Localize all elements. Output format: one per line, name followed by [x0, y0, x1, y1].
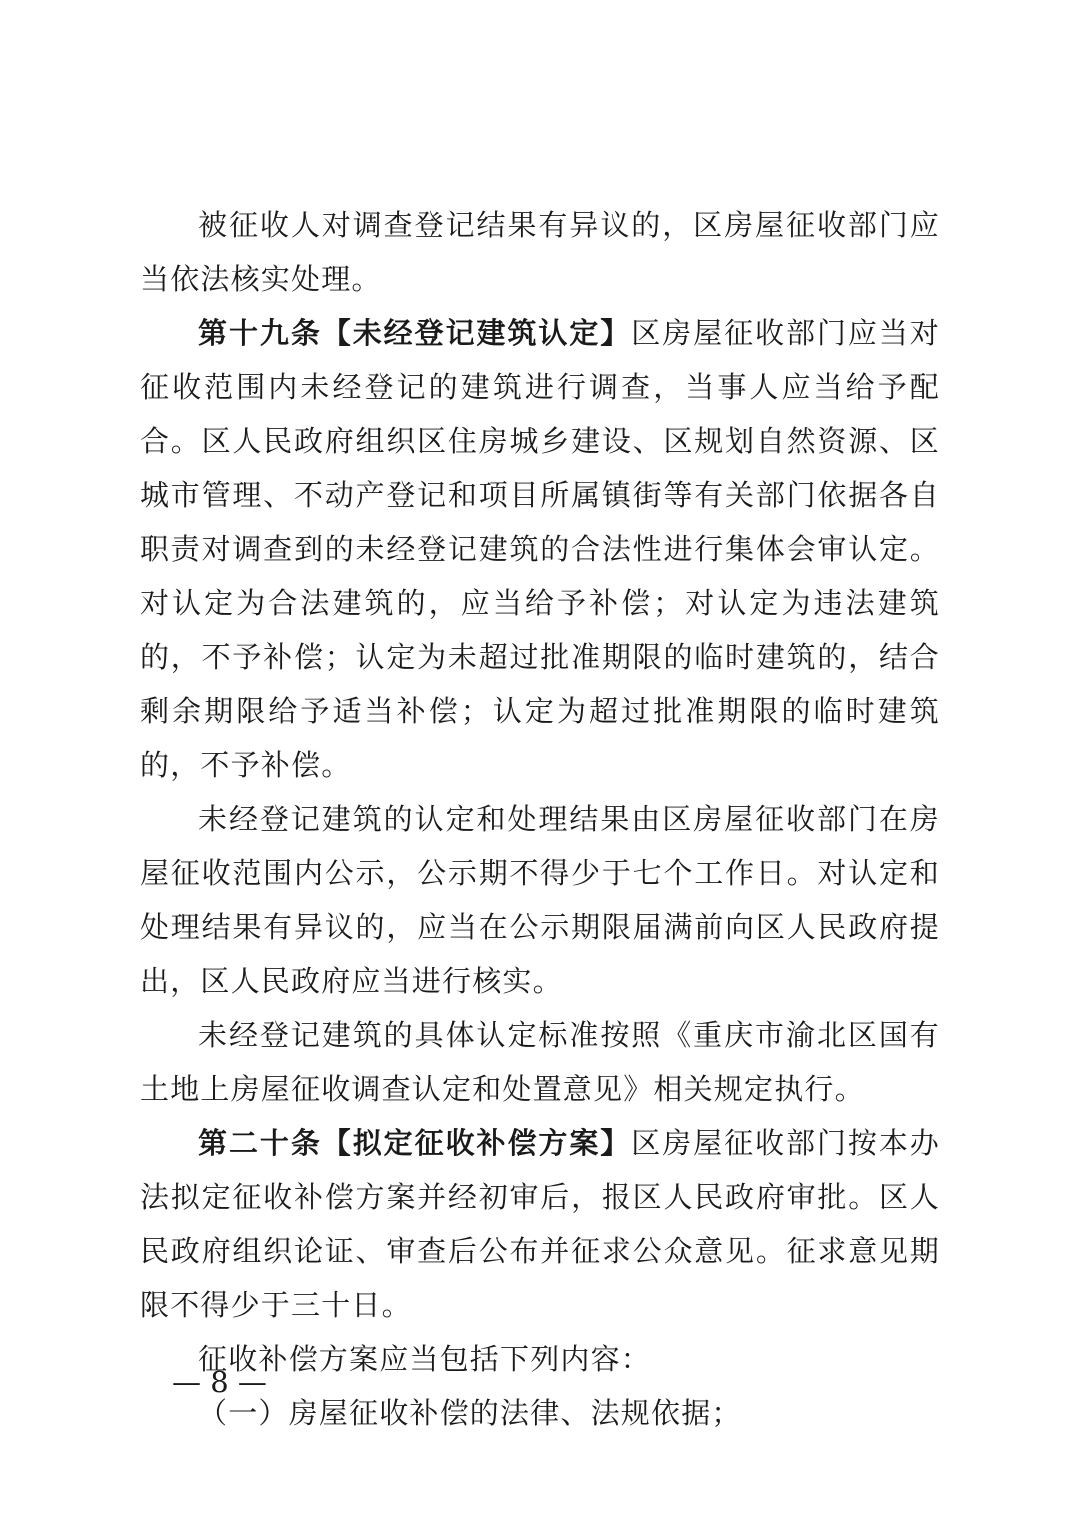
page-number: — 8 —: [172, 1365, 267, 1399]
list-item-text: （一）房屋征收补偿的法律、法规依据；: [198, 1396, 742, 1430]
paragraph-text: 被征收人对调查登记结果有异议的，区房屋征收部门应当依法核实处理。: [140, 208, 940, 296]
paragraph-objection-verification: [140, 198, 940, 306]
article-20-heading: 第二十条【拟定征收补偿方案】: [198, 1126, 632, 1160]
article-20: [140, 1116, 940, 1332]
paragraph-text: 未经登记建筑的具体认定标准按照《重庆市渝北区国有土地上房屋征收调查认定和处置意见》相关规定执行。: [140, 1018, 940, 1106]
paragraph-text: 未经登记建筑的认定和处理结果由区房屋征收部门在房屋征收范围内公示，公示期不得少于七个工作日。对认定和处理结果有异议的，应当在公示期限届满前向区人民政府提出，区人民政府应当进行核实。: [140, 802, 940, 998]
article-19-heading: 第十九条【未经登记建筑认定】: [198, 316, 632, 350]
paragraph-standards: [140, 1008, 940, 1116]
document-body: [140, 198, 940, 1440]
article-19-text: 区房屋征收部门应当对征收范围内未经登记的建筑进行调查，当事人应当给予配合。区人民政府组织区住房城乡建设、区规划自然资源、区城市管理、不动产登记和项目所属镇街等有关部门依据各自职责对调查到的未经登记建筑的合法性进行集体会审认定。对认定为合法建筑的，应当给予补偿；对认定为违法建筑的，不予补偿；认定为未超过批准期限的临时建筑的，结合剩余期限给予适当补偿；认定为超过批准期限的临时建筑的，不予补偿。: [140, 316, 940, 782]
paragraph-text: 征收补偿方案应当包括下列内容：: [198, 1342, 652, 1376]
article-19: [140, 306, 940, 792]
paragraph-publicity: [140, 792, 940, 1008]
article-20-text: 区房屋征收部门按本办法拟定征收补偿方案并经初审后，报区人民政府审批。区人民政府组织论证、审查后公布并征求公众意见。征求意见期限不得少于三十日。: [140, 1126, 940, 1322]
